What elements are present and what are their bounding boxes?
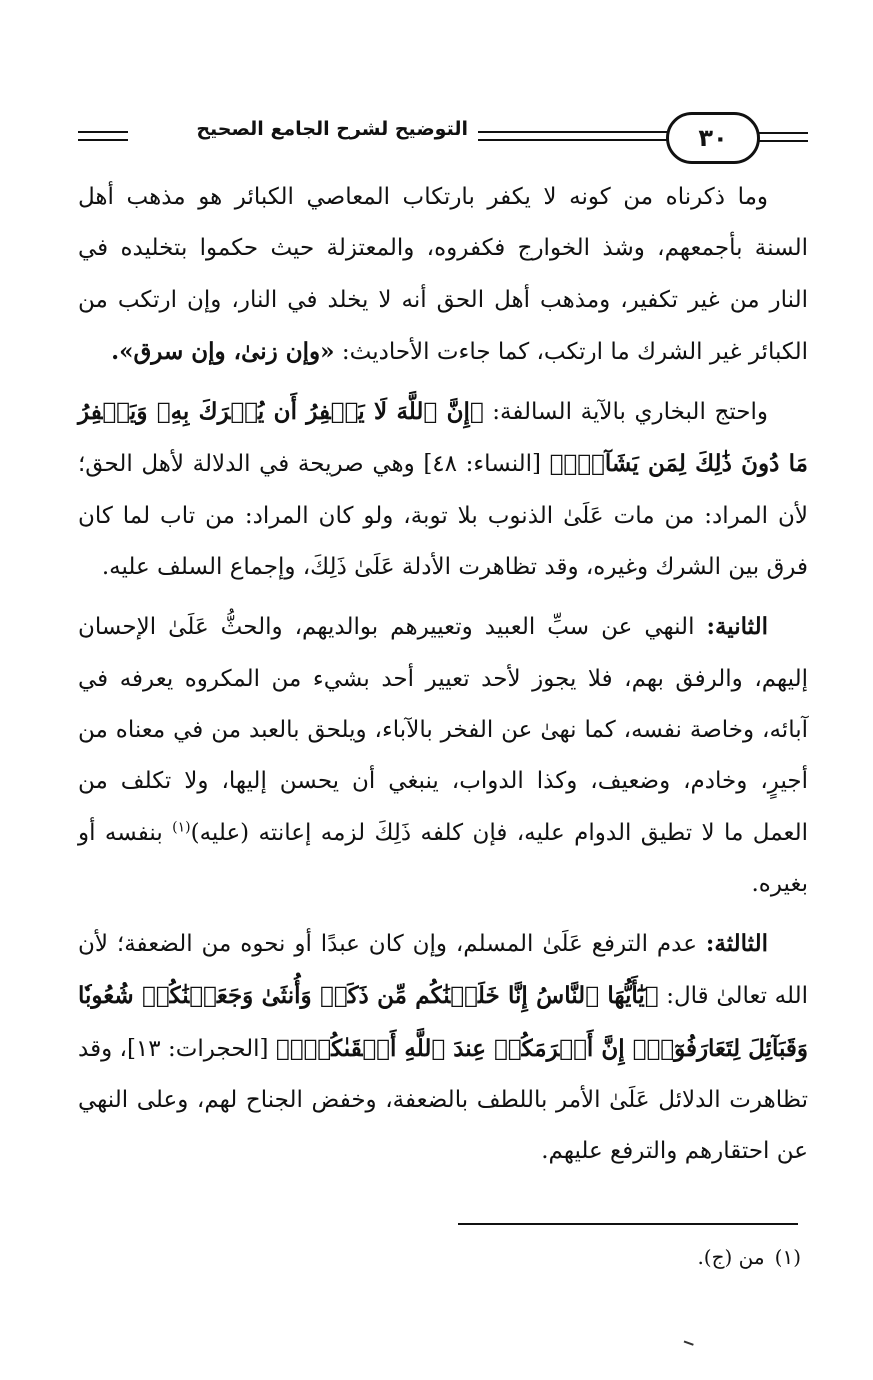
paragraph-heading: الثانية: (706, 613, 768, 641)
body-text (78, 172, 808, 1186)
footnote (401, 1240, 801, 1274)
paragraph-heading: الثالثة: (705, 930, 768, 958)
footnote-text: من (ج). (697, 1245, 765, 1269)
paragraph-text: [النساء: ٤٨] وهي صريحة في الدلالة لأهل الحق؛ لأن المراد: من مات عَلَىٰ الذنوب بلا توبة، ولو كان المراد: من تاب لما كان فرق بين الشرك وغيره، وقد تظاهرت الأدلة عَلَىٰ ذَلِكَ، وإجماع السلف عليه. (78, 451, 808, 581)
footnote-reference[interactable]: (١) (172, 818, 191, 835)
header-ornament (756, 132, 808, 142)
running-header (78, 112, 808, 160)
hadith-quote: «وإن زنىٰ، وإن سرق». (111, 337, 335, 365)
footnote-separator (458, 1223, 798, 1225)
paragraph-text: وما ذكرناه من كونه لا يكفر بارتكاب المعاصي الكبائر هو مذهب أهل السنة بأجمعهم، وشذ الخوارج فكفروه، والمعتزلة حيث حكموا بتخليده في النار من غير تكفير، ومذهب أهل الحق أنه لا يخلد في النار، وإن ارتكب من الكبائر غير الشرك ما ارتكب، كما جاءت الأحاديث: (78, 184, 808, 365)
paragraph-text: بنفسه أو بغيره. (78, 819, 808, 897)
paragraph-text: [الحجرات: ١٣]، وقد تظاهرت الدلائل عَلَىٰ الأمر باللطف بالضعفة، وخفض الجناح لهم، وعلى النهي عن احتقارهم والترفع عليهم. (78, 1035, 808, 1165)
paragraph (78, 386, 808, 593)
page-number: ٣٠ (698, 124, 728, 152)
paragraph (78, 918, 808, 1177)
page-number-badge (666, 112, 760, 164)
paragraph-text: عدم الترفع عَلَىٰ المسلم، وإن كان عبدًا أو نحوه من الضعفة؛ لأن الله تعالىٰ قال: (78, 931, 808, 1010)
header-rule (78, 131, 128, 141)
footnote-number: (١) (774, 1245, 801, 1269)
header-rule (478, 131, 668, 141)
paragraph (78, 601, 808, 910)
paragraph (78, 172, 808, 378)
paragraph-text: النهي عن سبِّ العبيد وتعييرهم بوالديهم، والحثُّ عَلَىٰ الإحسان إليهم، والرفق بهم، فلا يجوز لأحد تعيير أحد بشيء من المكروه يعرفه في آبائه، وخاصة نفسه، كما نهىٰ عن الفخر بالآباء، ويلحق بالعبد من في معناه من أجيرٍ، وخادم، وضعيف، وكذا الدواب، ينبغي أن يحسن إليها، ولا تكلف من العمل ما لا تطيق الدوام عليه، فإن كلفه ذَلِكَ لزمه إعانته (عليه) (78, 614, 808, 846)
paragraph-text: واحتج البخاري بالآية السالفة: (483, 399, 768, 426)
scan-mark (682, 1340, 693, 1349)
quran-verse: ﴿يَٰٓأَيُّهَا ٱلنَّاسُ إِنَّا خَلَقۡنَٰكُم مِّن ذَكَرٖ وَأُنثَىٰ وَجَعَلۡنَٰكُمۡ شُعُوبٗا وَقَبَآئِلَ لِتَعَارَفُوٓاْۚ إِنَّ أَكۡرَمَكُمۡ عِندَ ٱللَّهِ أَتۡقَىٰكُمۡۚ﴾ (78, 982, 809, 1062)
quran-verse: ﴿إِنَّ ٱللَّهَ لَا يَغۡفِرُ أَن يُشۡرَكَ بِهِۦ وَيَغۡفِرُ مَا دُونَ ذَٰلِكَ لِمَن يَشَآءُۚ﴾ (78, 398, 808, 478)
running-title: التوضيح لشرح الجامع الصحيح (196, 118, 468, 140)
